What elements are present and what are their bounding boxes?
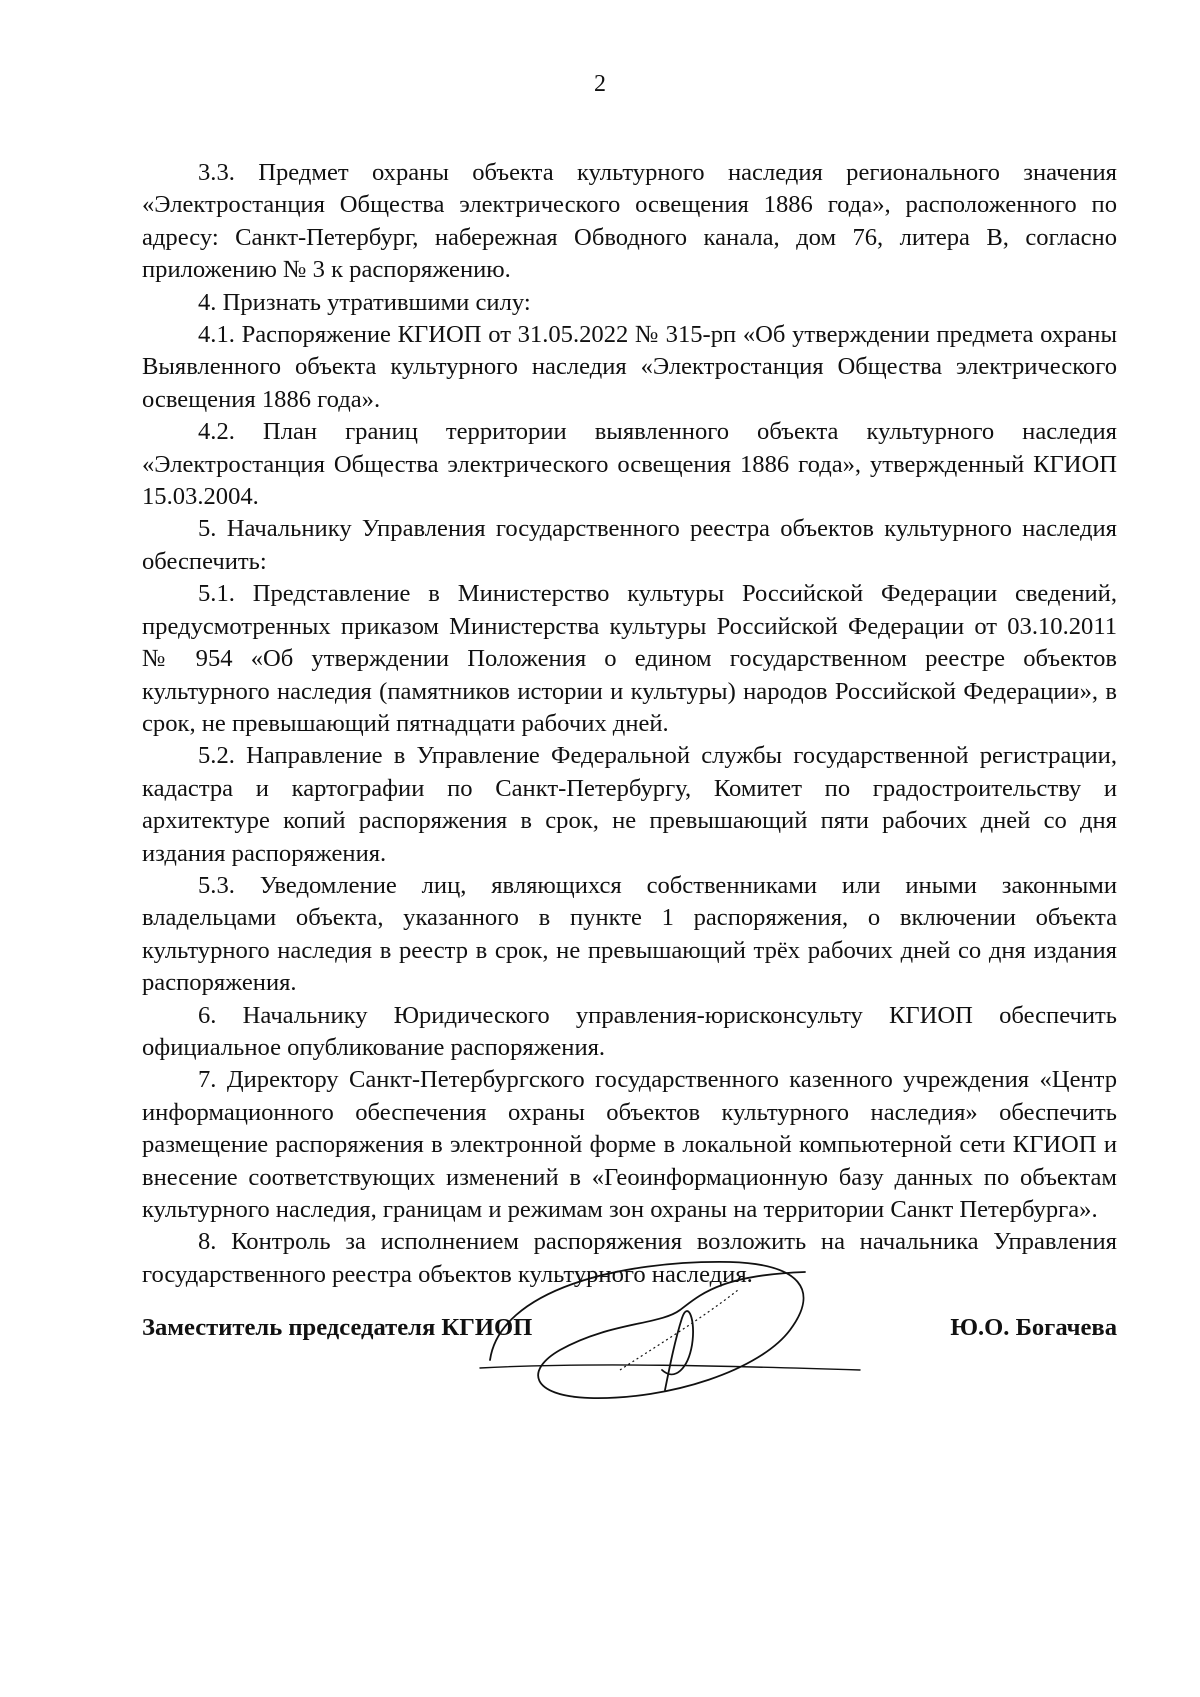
paragraph-4-1: 4.1. Распоряжение КГИОП от 31.05.2022 № 315-рп «Об утверждении предмета охраны Выявленного объекта культурного наследия «Электростанция Общества электрического освещения 1886 года». xyxy=(142,321,1117,413)
paragraph-8: 8. Контроль за исполнением распоряжения возложить на начальника Управления государственного реестра объектов культурного наследия. xyxy=(142,1228,1117,1288)
paragraph-4-2: 4.2. План границ территории выявленного объекта культурного наследия «Электростанция Общества электрического освещения 1886 года», утвержденный КГИОП 15.03.2004. xyxy=(142,418,1117,511)
document-body xyxy=(142,157,1117,1291)
paragraph-5-2: 5.2. Направление в Управление Федеральной службы государственной регистрации, кадастра и картографии по Санкт-Петербургу, Комитет по градостроительству и архитектуре копий распоряжения в срок, не превышающий пяти рабочих дней со дня издания распоряжения. xyxy=(142,742,1117,867)
page-number: 2 xyxy=(594,71,606,97)
paragraph-6: 6. Начальнику Юридического управления-юрисконсульту КГИОП обеспечить официальное опубликование распоряжения. xyxy=(142,1001,1117,1061)
signer-title: Заместитель председателя КГИОП xyxy=(142,1314,533,1341)
signer-name: Ю.О. Богачева xyxy=(950,1314,1117,1341)
paragraph-3-3: 3.3. Предмет охраны объекта культурного наследия регионального значения «Электростанция Общества электрического освещения 1886 года», расположенного по адресу: Санкт-Петербург, набережная Обводного канала, дом 76, литера В, согласно приложению № 3 к распоряжению. xyxy=(142,159,1117,284)
paragraph-5-1: 5.1. Представление в Министерство культуры Российской Федерации сведений, предусмотренных приказом Министерства культуры Российской Федерации от 03.10.2011 № 954 «Об утверждении Положения о едином государственном реестре объектов культурного наследия (памятников истории и культуры) народов Российской Федерации», в срок, не превышающий пятнадцати рабочих дней. xyxy=(142,580,1117,737)
paragraph-5-3: 5.3. Уведомление лиц, являющихся собственниками или иными законными владельцами объекта, указанного в пункте 1 распоряжения, о включении объекта культурного наследия в реестр в срок, не превышающий трёх рабочих дней со дня издания распоряжения. xyxy=(142,871,1117,997)
paragraph-4: 4. Признать утратившими силу: xyxy=(198,288,531,316)
paragraph-5: 5. Начальнику Управления государственного реестра объектов культурного наследия обеспечить: xyxy=(142,515,1117,575)
paragraph-7: 7. Директору Санкт-Петербургского государственного казенного учреждения «Центр информационного обеспечения охраны объектов культурного наследия» обеспечить размещение распоряжения в электронной форме в локальной компьютерной сети КГИОП и внесение соответствующих изменений в «Геоинформационную базу данных по объектам культурного наследия, границам и режимам зон охраны на территории Санкт Петербурга». xyxy=(142,1066,1117,1223)
signature-block xyxy=(142,1312,1117,1352)
